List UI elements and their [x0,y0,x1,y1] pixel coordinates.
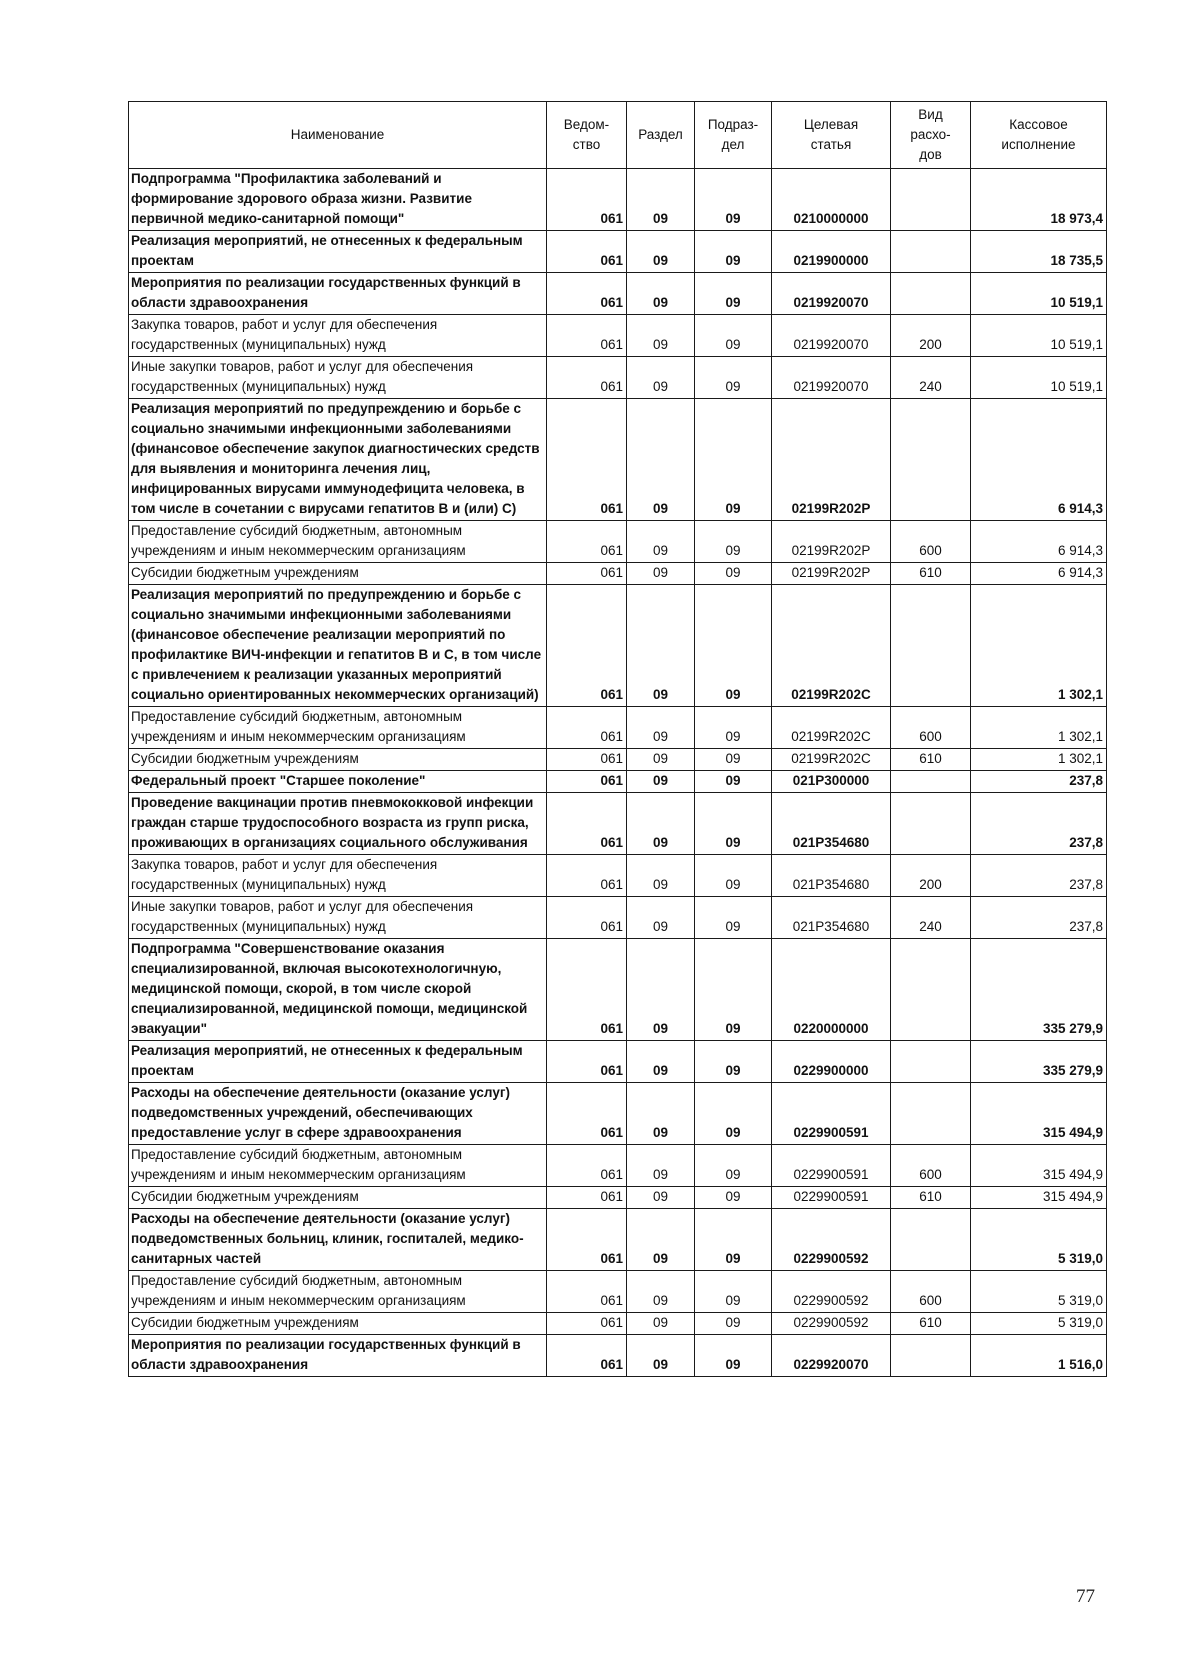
cell-subsection: 09 [695,1041,772,1083]
cell-name: Субсидии бюджетным учреждениям [129,1313,547,1335]
cell-name: Подпрограмма "Совершенствование оказания специализированной, включая высокотехнологичную, медицинской помощи, скорой, в том числе скорой специализированной, медицинской помощи, медицинской эвакуации" [129,939,547,1041]
header-dept: Ведом- ство [547,102,627,169]
cell-section: 09 [627,521,695,563]
cell-name: Субсидии бюджетным учреждениям [129,1187,547,1209]
cell-name: Мероприятия по реализации государственных функций в области здравоохранения [129,1335,547,1377]
cell-subsection: 09 [695,939,772,1041]
cell-amount: 18 735,5 [971,231,1107,273]
cell-name: Федеральный проект "Старшее поколение" [129,771,547,793]
cell-amount: 237,8 [971,793,1107,855]
cell-dept: 061 [547,231,627,273]
cell-subsection: 09 [695,897,772,939]
cell-amount: 6 914,3 [971,399,1107,521]
header-section: Раздел [627,102,695,169]
cell-exptype [891,1083,971,1145]
cell-target: 02199R202C [772,585,891,707]
cell-amount: 237,8 [971,771,1107,793]
cell-amount: 237,8 [971,855,1107,897]
cell-dept: 061 [547,521,627,563]
cell-target: 0219900000 [772,231,891,273]
cell-exptype [891,231,971,273]
table-row [129,231,1107,273]
cell-name: Расходы на обеспечение деятельности (оказание услуг) подведомственных учреждений, обеспечивающих предоставление услуг в сфере здравоохранения [129,1083,547,1145]
cell-exptype [891,1041,971,1083]
cell-exptype: 610 [891,1313,971,1335]
cell-dept: 061 [547,1041,627,1083]
cell-section: 09 [627,585,695,707]
cell-target: 021P354680 [772,855,891,897]
cell-section: 09 [627,357,695,399]
cell-dept: 061 [547,749,627,771]
cell-exptype [891,169,971,231]
cell-subsection: 09 [695,521,772,563]
header-name: Наименование [129,102,547,169]
table-row [129,1187,1107,1209]
table-row [129,563,1107,585]
cell-subsection: 09 [695,357,772,399]
cell-section: 09 [627,315,695,357]
cell-target: 0229900591 [772,1187,891,1209]
table-row [129,1335,1107,1377]
cell-target: 02199R202P [772,521,891,563]
cell-dept: 061 [547,315,627,357]
cell-exptype [891,1335,971,1377]
cell-amount: 5 319,0 [971,1313,1107,1335]
cell-exptype [891,939,971,1041]
cell-exptype [891,585,971,707]
cell-dept: 061 [547,939,627,1041]
cell-target: 0229920070 [772,1335,891,1377]
cell-dept: 061 [547,855,627,897]
cell-name: Закупка товаров, работ и услуг для обеспечения государственных (муниципальных) нужд [129,315,547,357]
cell-section: 09 [627,707,695,749]
cell-section: 09 [627,855,695,897]
cell-amount: 1 302,1 [971,585,1107,707]
cell-section: 09 [627,399,695,521]
table-row [129,939,1107,1041]
cell-dept: 061 [547,585,627,707]
cell-target: 0210000000 [772,169,891,231]
cell-name: Мероприятия по реализации государственных функций в области здравоохранения [129,273,547,315]
cell-amount: 335 279,9 [971,939,1107,1041]
cell-dept: 061 [547,273,627,315]
cell-exptype [891,793,971,855]
cell-section: 09 [627,273,695,315]
page-number: 77 [1076,1586,1095,1607]
cell-target: 021P354680 [772,897,891,939]
cell-target: 0229900592 [772,1271,891,1313]
cell-name: Субсидии бюджетным учреждениям [129,563,547,585]
cell-exptype: 600 [891,707,971,749]
cell-dept: 061 [547,357,627,399]
cell-amount: 1 516,0 [971,1335,1107,1377]
cell-name: Расходы на обеспечение деятельности (оказание услуг) подведомственных больниц, клиник, госпиталей, медико-санитарных частей [129,1209,547,1271]
cell-name: Предоставление субсидий бюджетным, автономным учреждениям и иным некоммерческим организациям [129,521,547,563]
cell-subsection: 09 [695,1083,772,1145]
cell-exptype: 240 [891,897,971,939]
table-row [129,855,1107,897]
table-row [129,707,1107,749]
cell-name: Реализация мероприятий по предупреждению и борьбе с социально значимыми инфекционными заболеваниями (финансовое обеспечение закупок диагностических средств для выявления и мониторинга лечения лиц, инфицированных вирусами иммунодефицита человека, в том числе в сочетании с вирусами гепатитов B и (или) C) [129,399,547,521]
header-subsection: Подраз- дел [695,102,772,169]
cell-subsection: 09 [695,315,772,357]
cell-subsection: 09 [695,1145,772,1187]
cell-section: 09 [627,1209,695,1271]
cell-target: 021P354680 [772,793,891,855]
cell-amount: 10 519,1 [971,315,1107,357]
cell-section: 09 [627,897,695,939]
cell-subsection: 09 [695,1271,772,1313]
cell-exptype [891,1209,971,1271]
budget-table [128,101,1107,1377]
cell-section: 09 [627,1187,695,1209]
cell-name: Реализация мероприятий, не отнесенных к федеральным проектам [129,231,547,273]
cell-subsection: 09 [695,169,772,231]
cell-target: 02199R202P [772,563,891,585]
cell-subsection: 09 [695,273,772,315]
cell-subsection: 09 [695,707,772,749]
header-target: Целевая статья [772,102,891,169]
cell-exptype: 200 [891,315,971,357]
table-row [129,1313,1107,1335]
table-row [129,521,1107,563]
cell-subsection: 09 [695,771,772,793]
cell-target: 0229900591 [772,1083,891,1145]
cell-amount: 237,8 [971,897,1107,939]
cell-name: Иные закупки товаров, работ и услуг для обеспечения государственных (муниципальных) нужд [129,897,547,939]
cell-amount: 335 279,9 [971,1041,1107,1083]
table-row [129,1145,1107,1187]
cell-amount: 10 519,1 [971,273,1107,315]
cell-section: 09 [627,1145,695,1187]
cell-dept: 061 [547,707,627,749]
cell-dept: 061 [547,1271,627,1313]
cell-section: 09 [627,1335,695,1377]
cell-subsection: 09 [695,1313,772,1335]
cell-amount: 6 914,3 [971,563,1107,585]
cell-target: 0229900592 [772,1313,891,1335]
cell-section: 09 [627,939,695,1041]
cell-exptype: 610 [891,563,971,585]
cell-section: 09 [627,1083,695,1145]
cell-dept: 061 [547,1335,627,1377]
cell-subsection: 09 [695,793,772,855]
cell-exptype [891,771,971,793]
table-row [129,897,1107,939]
cell-dept: 061 [547,399,627,521]
cell-target: 021P300000 [772,771,891,793]
cell-amount: 1 302,1 [971,707,1107,749]
cell-exptype: 610 [891,749,971,771]
cell-name: Реализация мероприятий по предупреждению и борьбе с социально значимыми инфекционными заболеваниями (финансовое обеспечение реализации мероприятий по профилактике ВИЧ-инфекции и гепатитов B и C, в том числе с привлечением к реализации указанных мероприятий социально ориентированных некоммерческих организаций) [129,585,547,707]
cell-target: 02199R202P [772,399,891,521]
table-row [129,1041,1107,1083]
cell-dept: 061 [547,1187,627,1209]
cell-amount: 5 319,0 [971,1209,1107,1271]
cell-target: 0219920070 [772,315,891,357]
cell-section: 09 [627,771,695,793]
cell-name: Предоставление субсидий бюджетным, автономным учреждениям и иным некоммерческим организациям [129,1145,547,1187]
cell-name: Подпрограмма "Профилактика заболеваний и формирование здорового образа жизни. Развитие первичной медико-санитарной помощи" [129,169,547,231]
cell-subsection: 09 [695,585,772,707]
cell-target: 02199R202C [772,749,891,771]
cell-amount: 18 973,4 [971,169,1107,231]
cell-exptype: 600 [891,521,971,563]
cell-dept: 061 [547,1083,627,1145]
cell-target: 0229900592 [772,1209,891,1271]
cell-section: 09 [627,749,695,771]
cell-name: Закупка товаров, работ и услуг для обеспечения государственных (муниципальных) нужд [129,855,547,897]
cell-section: 09 [627,793,695,855]
cell-subsection: 09 [695,231,772,273]
cell-name: Проведение вакцинации против пневмококковой инфекции граждан старше трудоспособного возраста из групп риска, проживающих в организациях социального обслуживания [129,793,547,855]
cell-dept: 061 [547,1209,627,1271]
cell-exptype: 200 [891,855,971,897]
cell-target: 0229900591 [772,1145,891,1187]
cell-amount: 5 319,0 [971,1271,1107,1313]
table-row [129,315,1107,357]
cell-section: 09 [627,563,695,585]
cell-subsection: 09 [695,1335,772,1377]
cell-exptype: 240 [891,357,971,399]
cell-amount: 315 494,9 [971,1083,1107,1145]
cell-name: Предоставление субсидий бюджетным, автономным учреждениям и иным некоммерческим организациям [129,1271,547,1313]
table-row [129,771,1107,793]
table-row [129,1083,1107,1145]
cell-exptype: 610 [891,1187,971,1209]
table-body [129,169,1107,1377]
cell-exptype [891,273,971,315]
cell-name: Иные закупки товаров, работ и услуг для обеспечения государственных (муниципальных) нужд [129,357,547,399]
cell-section: 09 [627,169,695,231]
cell-exptype: 600 [891,1145,971,1187]
header-row [129,102,1107,169]
cell-amount: 6 914,3 [971,521,1107,563]
cell-exptype: 600 [891,1271,971,1313]
cell-subsection: 09 [695,1209,772,1271]
table-row [129,169,1107,231]
cell-amount: 1 302,1 [971,749,1107,771]
cell-dept: 061 [547,793,627,855]
cell-target: 02199R202C [772,707,891,749]
cell-dept: 061 [547,897,627,939]
cell-target: 0229900000 [772,1041,891,1083]
table-row [129,1271,1107,1313]
cell-dept: 061 [547,771,627,793]
table-row [129,1209,1107,1271]
cell-dept: 061 [547,563,627,585]
cell-amount: 10 519,1 [971,357,1107,399]
cell-amount: 315 494,9 [971,1145,1107,1187]
cell-subsection: 09 [695,1187,772,1209]
table-row [129,749,1107,771]
cell-target: 0219920070 [772,357,891,399]
cell-section: 09 [627,1041,695,1083]
table-row [129,357,1107,399]
cell-section: 09 [627,1313,695,1335]
cell-subsection: 09 [695,563,772,585]
table-row [129,793,1107,855]
cell-exptype [891,399,971,521]
table-row [129,585,1107,707]
header-exptype: Вид расхо- дов [891,102,971,169]
cell-section: 09 [627,1271,695,1313]
cell-name: Реализация мероприятий, не отнесенных к федеральным проектам [129,1041,547,1083]
cell-subsection: 09 [695,749,772,771]
table-row [129,399,1107,521]
cell-name: Субсидии бюджетным учреждениям [129,749,547,771]
table-row [129,273,1107,315]
cell-target: 0220000000 [772,939,891,1041]
cell-amount: 315 494,9 [971,1187,1107,1209]
header-amount: Кассовое исполнение [971,102,1107,169]
cell-name: Предоставление субсидий бюджетным, автономным учреждениям и иным некоммерческим организациям [129,707,547,749]
cell-subsection: 09 [695,855,772,897]
cell-subsection: 09 [695,399,772,521]
cell-dept: 061 [547,169,627,231]
cell-dept: 061 [547,1145,627,1187]
cell-target: 0219920070 [772,273,891,315]
cell-section: 09 [627,231,695,273]
cell-dept: 061 [547,1313,627,1335]
